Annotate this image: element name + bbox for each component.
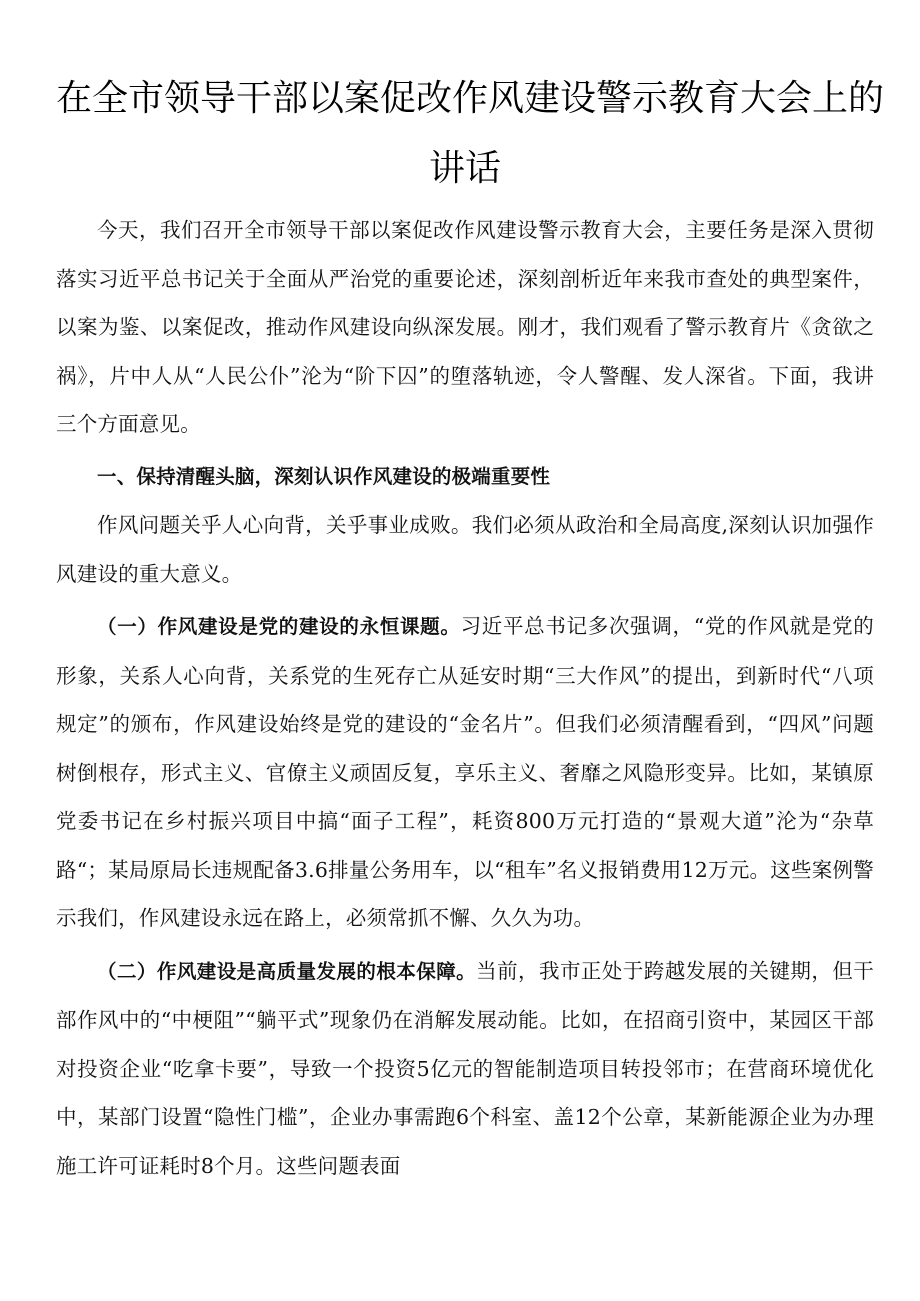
point-1-paragraph: [56, 602, 874, 943]
point-2-title: （二）作风建设是高质量发展的根本保障。: [97, 959, 477, 983]
document-page: [56, 0, 885, 1190]
point-1-body: 习近平总书记多次强调，“党的作风就是党的形象，关系人心向背，关系党的生死存亡从延安时期“三大作风”的提出，到新时代“八项规定”的颁布，作风建设始终是党的建设的“金名片”。但我们必须清醒看到，“四风”问题树倒根存，形式主义、官僚主义顽固反复，享乐主义、奢靡之风隐形变异。比如，某镇原党委书记在乡村振兴项目中搞“面子工程”，耗资800万元打造的“景观大道”沦为“杂草路“；某局原局长违规配备3.6排量公务用车，以“租车”名义报销费用12万元。这些案例警示我们，作风建设永远在路上，必须常抓不懈、久久为功。: [56, 614, 874, 930]
document-title: [56, 64, 885, 204]
document-body: [56, 206, 874, 1190]
point-2-body: 当前，我市正处于跨越发展的关键期，但干部作风中的“中梗阻”“躺平式”现象仍在消解发展动能。比如，在招商引资中，某园区干部对投资企业“吃拿卡要”，导致一个投资5亿元的智能制造项目转投邻市；在营商环境优化中，某部门设置“隐性门槛”，企业办事需跑6个科室、盖12个公章，某新能源企业为办理施工许可证耗时8个月。这些问题表面: [56, 958, 874, 1178]
section-1-heading: 一、保持清醒头脑，深刻认识作风建设的极端重要性: [97, 464, 551, 488]
section-1-intro-paragraph: 作风问题关乎人心向背，关乎事业成败。我们必须从政治和全局高度,深刻认识加强作风建设的重大意义。: [56, 513, 874, 586]
title-line-1: 在全市领导干部以案促改作风建设警示教育大会上的: [56, 78, 885, 119]
intro-paragraph: 今天，我们召开全市领导干部以案促改作风建设警示教育大会，主要任务是深入贯彻落实习近平总书记关于全面从严治党的重要论述，深刻剖析近年来我市查处的典型案件，以案为鉴、以案促改，推动作风建设向纵深发展。刚才，我们观看了警示教育片《贪欲之祸》，片中人从“人民公仆”沦为“阶下囚”的堕落轨迹，令人警醒、发人深省。下面，我讲三个方面意见。: [56, 218, 874, 436]
point-1-title: （一）作风建设是党的建设的永恒课题。: [97, 615, 461, 638]
point-2-paragraph: [56, 947, 874, 1191]
title-line-2: 讲话: [428, 148, 501, 189]
